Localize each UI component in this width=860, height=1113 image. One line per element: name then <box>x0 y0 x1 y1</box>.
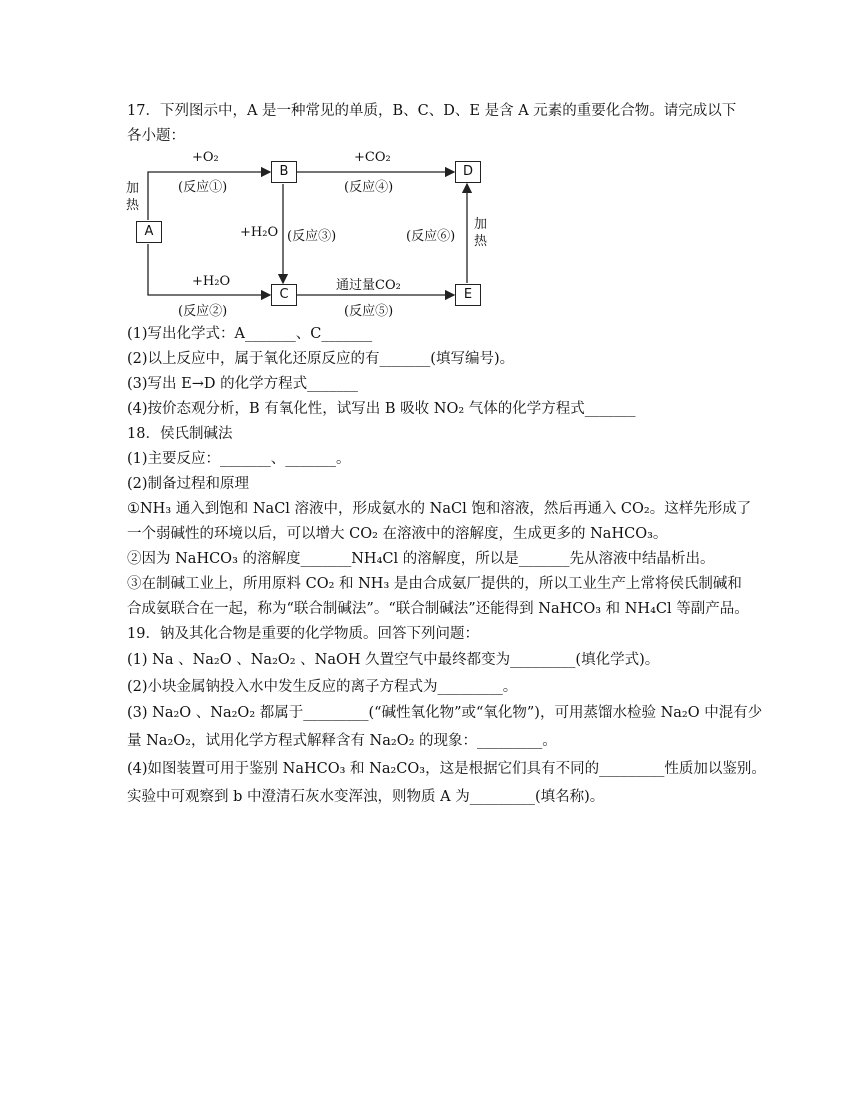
q17-stem-line1: 17．下列图示中，A 是一种常见的单质，B、C、D、E 是含 A 元素的重要化合物。请完成以下 <box>127 103 737 119</box>
node-a: A <box>136 221 162 243</box>
label-ab-top: +O₂ <box>192 150 219 165</box>
reaction-diagram <box>120 150 490 319</box>
q17-sub2: (2)以上反应中，属于氧化还原反应的有_______(填写编号)。 <box>127 351 515 367</box>
node-d: D <box>455 161 481 183</box>
q17-stem-line2: 各小题： <box>127 128 185 144</box>
label-ed-left: (反应⑥) <box>406 229 456 244</box>
q19-title: 19．钠及其化合物是重要的化学物质。回答下列问题： <box>127 626 479 642</box>
node-c: C <box>271 284 297 306</box>
q18-p2: (2)制备过程和原理 <box>127 476 250 492</box>
label-ac-bottom: (反应②) <box>178 304 228 319</box>
label-ab-bottom: (反应①) <box>178 180 228 195</box>
label-ac-top: +H₂O <box>192 274 231 289</box>
label-heat-left: 加热 <box>126 181 140 213</box>
q17-sub3: (3)写出 E→D 的化学方程式_______ <box>127 376 358 392</box>
q17-sub4: (4)按价态观分析，B 有氧化性，试写出 B 吸收 NO₂ 气体的化学方程式_______ <box>127 401 636 417</box>
q18-p5a: ③在制碱工业上，所用原料 CO₂ 和 NH₃ 是由合成氨厂提供的，所以工业生产上常将侯氏制碱和 <box>127 576 742 592</box>
q18-p5b: 合成氨联合在一起，称为“联合制碱法”。“联合制碱法”还能得到 NaHCO₃ 和 NH₄Cl 等副产品。 <box>127 601 749 617</box>
q18-p3b: 一个弱碱性的环境以后，可以增大 CO₂ 在溶液中的溶解度，生成更多的 NaHCO₃。 <box>127 526 668 542</box>
q19-sub3a: (3) Na₂O 、Na₂O₂ 都属于_________(“碱性氧化物”或“氧化物”)，可用蒸馏水检验 Na₂O 中混有少 <box>127 705 763 721</box>
q17-sub1: (1)写出化学式：A_______、C_______ <box>127 326 373 342</box>
label-bc-right: (反应③) <box>287 229 337 244</box>
node-b: B <box>271 161 297 183</box>
label-heat-right: 加热 <box>474 217 488 249</box>
q19-sub2: (2)小块金属钠投入水中发生反应的离子方程式为_________。 <box>127 679 518 695</box>
q18-title: 18．侯氏制碱法 <box>127 426 233 442</box>
node-e: E <box>455 284 481 306</box>
label-bc-left: +H₂O <box>240 225 279 240</box>
label-bd-top: +CO₂ <box>354 150 391 165</box>
q19-sub1: (1) Na 、Na₂O 、Na₂O₂ 、NaOH 久置空气中最终都变为_________(填化学式)。 <box>127 652 660 668</box>
q18-p4: ②因为 NaHCO₃ 的溶解度_______NH₄Cl 的溶解度，所以是_______先从溶液中结晶析出。 <box>127 551 715 567</box>
q18-p3a: ①NH₃ 通入到饱和 NaCl 溶液中，形成氨水的 NaCl 饱和溶液，然后再通入 CO₂。这样先形成了 <box>127 501 752 517</box>
q19-sub4b: 实验中可观察到 b 中澄清石灰水变浑浊，则物质 A 为_________(填名称)。 <box>127 789 605 805</box>
q19-sub4a: (4)如图装置可用于鉴别 NaHCO₃ 和 Na₂CO₃，这是根据它们具有不同的_________性质加以鉴别。 <box>127 761 766 777</box>
q19-sub3b: 量 Na₂O₂，试用化学方程式解释含有 Na₂O₂ 的现象：_________。 <box>127 733 557 749</box>
label-ce-bottom: (反应⑤) <box>344 304 394 319</box>
label-ce-top: 通过量CO₂ <box>336 278 401 293</box>
label-bd-bottom: (反应④) <box>344 180 394 195</box>
q18-p1: (1)主要反应：_______、_______。 <box>127 451 351 467</box>
